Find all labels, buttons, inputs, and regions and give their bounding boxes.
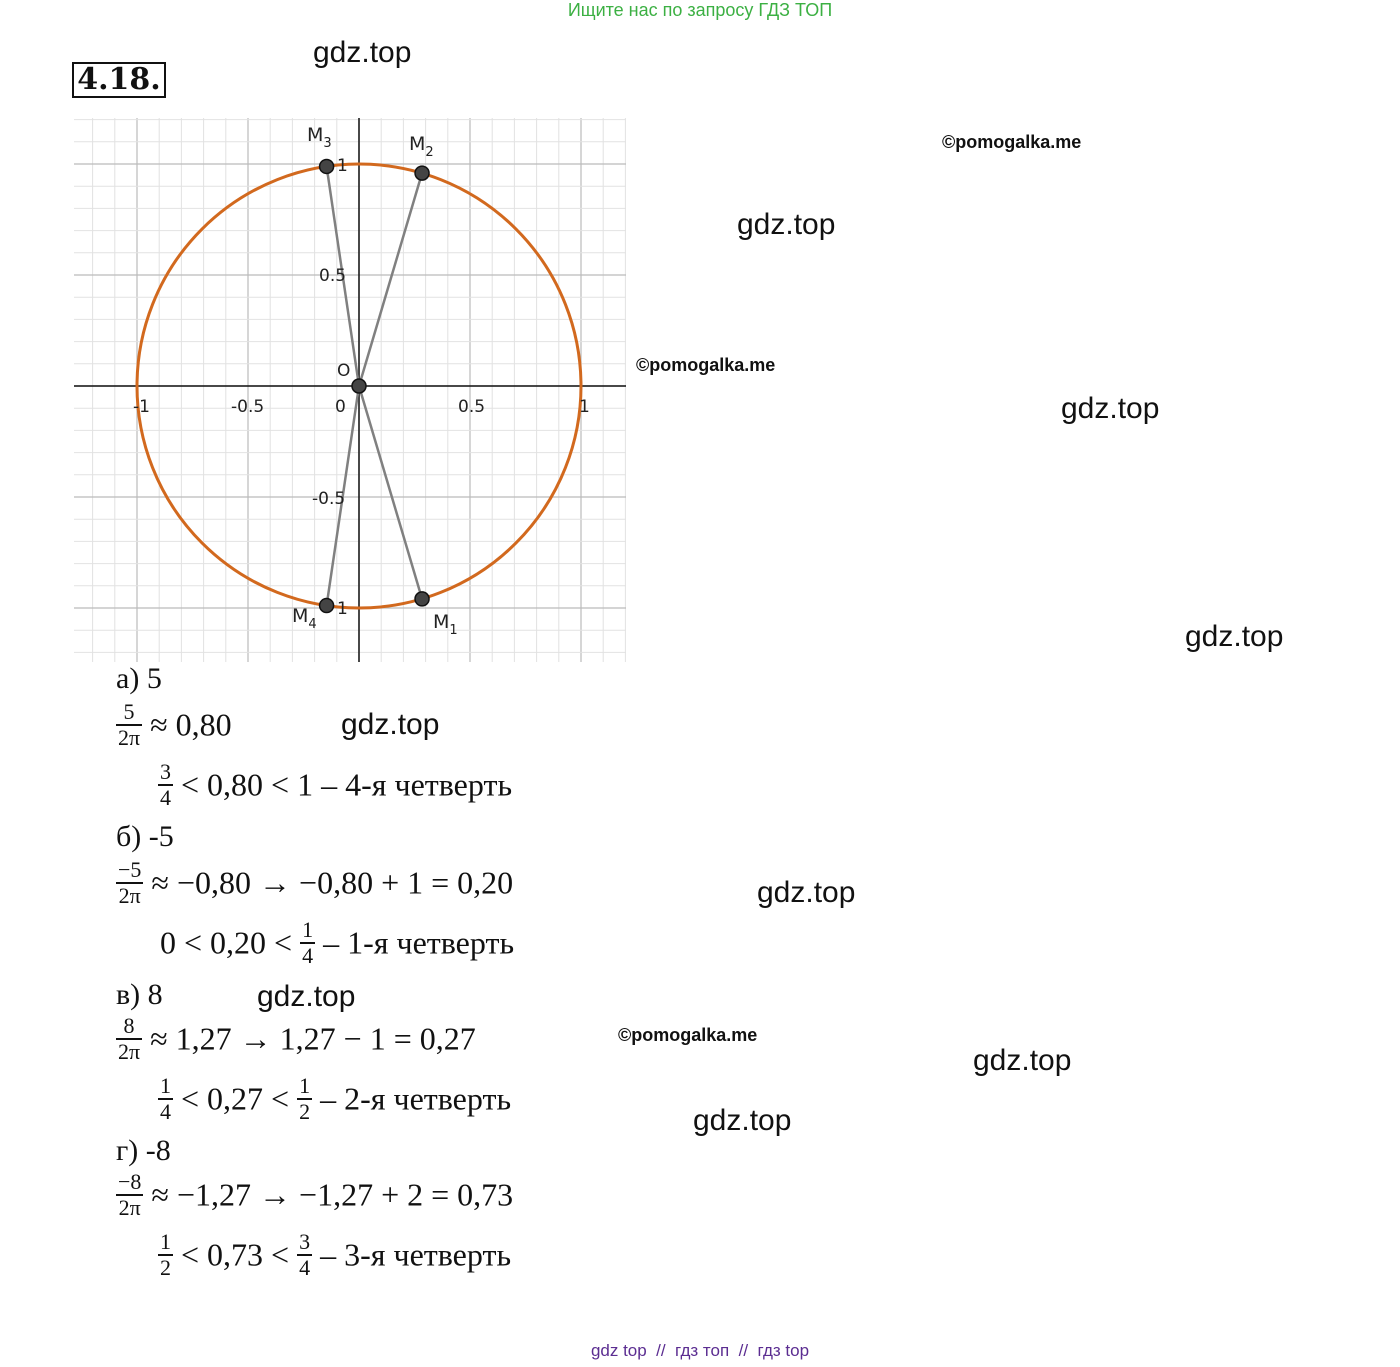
watermark: gdz.top: [757, 876, 856, 909]
watermark: gdz.top: [973, 1044, 1072, 1077]
segment-o-m2: [359, 173, 422, 386]
solution-g-label: г) -8: [116, 1134, 171, 1167]
solution-a-label: а) 5: [116, 662, 162, 695]
fraction: $\frac{3}{4}$: [160, 759, 171, 810]
solution-g-line1: $\frac{-8}{2\pi}$ ≈ −1,27 → −1,27 + 2 = 0,73: [118, 1169, 514, 1220]
watermark: gdz.top: [1061, 392, 1160, 425]
solution-b-line2: 0 < 0,20 < $\frac{1}{4}$ – 1-я четверть: [160, 917, 515, 968]
y-tick-label: 1: [337, 599, 348, 619]
origin-label: O: [337, 361, 351, 381]
problem-number: 4.18.: [72, 62, 166, 98]
watermark: gdz.top: [693, 1104, 792, 1137]
watermark: gdz.top: [1185, 620, 1284, 653]
solution-v-label: в) 8: [116, 978, 163, 1011]
point-m3: [320, 159, 334, 173]
x-tick-label: 0.5: [458, 397, 486, 417]
fraction: $\frac{1}{4}$: [160, 1073, 171, 1124]
watermark: gdz.top: [313, 36, 412, 69]
x-tick-label: 0: [335, 397, 346, 417]
point-label-m2: $M_2$: [409, 133, 434, 160]
solution-v-line2: $\frac{1}{4}$ < 0,27 < $\frac{1}{2}$ – 2-я четверть: [160, 1073, 512, 1124]
copyright-text: ©pomogalka.me: [636, 355, 776, 375]
point-label-m4: $M_4$: [292, 605, 317, 632]
copyright-text: ©pomogalka.me: [942, 132, 1082, 152]
y-tick-label: 1: [337, 156, 348, 176]
solution-g-line2: $\frac{1}{2}$ < 0,73 < $\frac{3}{4}$ – 3-я четверть: [160, 1229, 512, 1280]
point-origin: [352, 379, 366, 393]
fraction: $\frac{-8}{2\pi}$: [118, 1169, 142, 1220]
top-banner[interactable]: Ищите нас по запросу ГДЗ ТОП: [567, 0, 833, 20]
solution-a-line1: $\frac{5}{2\pi}$ ≈ 0,80: [118, 699, 232, 750]
solution-v-line1: $\frac{8}{2\pi}$ ≈ 1,27 → 1,27 − 1 = 0,27: [118, 1013, 476, 1064]
fraction: $\frac{1}{4}$: [302, 917, 314, 968]
y-tick-label: 0.5: [319, 266, 347, 286]
solution-a-line2: $\frac{3}{4}$ < 0,80 < 1 – 4-я четверть: [160, 759, 513, 810]
fraction: $\frac{1}{2}$: [160, 1229, 171, 1280]
point-m4: [320, 599, 334, 613]
fraction: $\frac{1}{2}$: [299, 1073, 311, 1124]
solution-b-label: б) -5: [116, 820, 174, 853]
point-m2: [415, 166, 429, 180]
fraction: $\frac{3}{4}$: [299, 1229, 311, 1280]
point-m1: [415, 592, 429, 606]
segment-o-m1: [359, 386, 422, 599]
fraction: $\frac{-5}{2\pi}$: [118, 857, 142, 908]
axes: [74, 118, 626, 662]
watermark: gdz.top: [257, 980, 356, 1013]
fraction: $\frac{8}{2\pi}$: [118, 1013, 141, 1064]
grid: [74, 118, 626, 662]
point-label-m1: $M_1$: [433, 611, 458, 638]
fraction: $\frac{5}{2\pi}$: [118, 699, 141, 750]
x-tick-label: -0.5: [231, 397, 265, 417]
unit-circle-graph: [74, 118, 626, 662]
watermark: gdz.top: [341, 708, 440, 741]
solution-b-line1: $\frac{-5}{2\pi}$ ≈ −0,80 → −0,80 + 1 = 0,20: [118, 857, 514, 908]
x-tick-label: 1: [579, 397, 590, 417]
watermark: gdz.top: [737, 208, 836, 241]
point-labels: [292, 124, 458, 638]
y-tick-label: -0.5: [312, 489, 346, 509]
footer-links[interactable]: gdz top // гдз топ // гдз top: [590, 1341, 810, 1360]
point-label-m3: $M_3$: [307, 124, 332, 151]
x-tick-label: -1: [133, 397, 150, 417]
copyright-text: ©pomogalka.me: [618, 1025, 758, 1045]
